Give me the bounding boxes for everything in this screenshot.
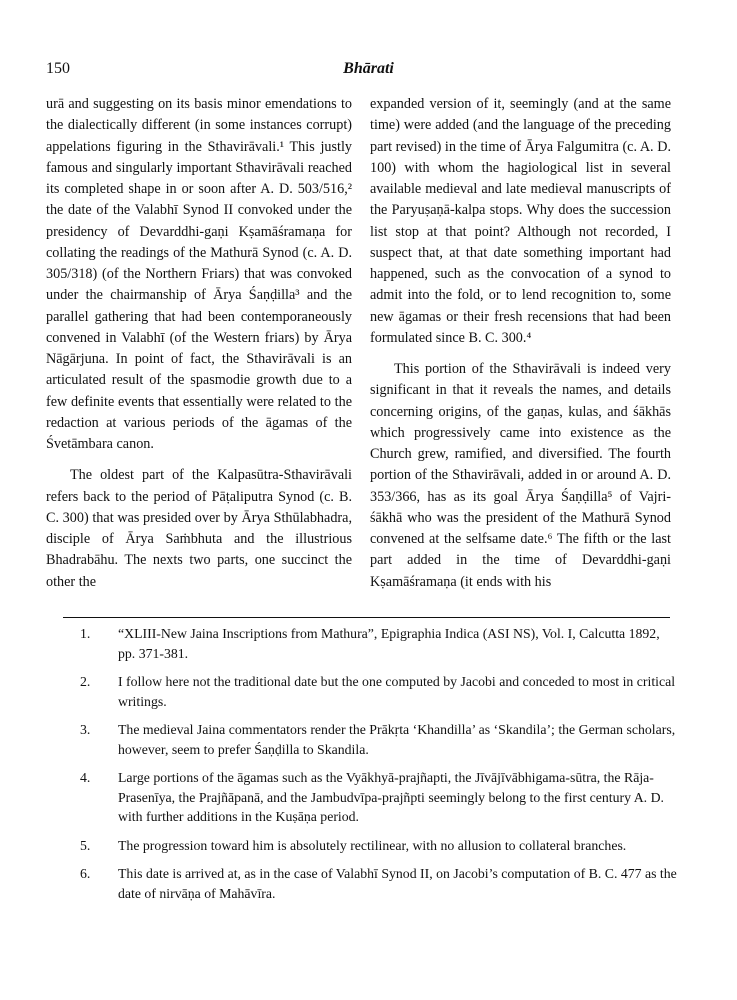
footnote-6 [80,864,677,903]
running-title: Bhārati [343,60,394,77]
left-column [46,94,352,593]
footnote-number: 4. [80,770,91,785]
footnote-number: 2. [80,674,91,689]
footnote-5 [80,836,677,856]
footnote-text: The progression toward him is absolutely rectilinear, with no allusion to collateral branches. [118,837,627,853]
footnote-text: Large portions of the āgamas such as the Vyākhyā-prajñapti, the Jīvājīvābhigama-sūtra, the Rāja-Prasenīya, the Prajñāpanā, and the Jambudvīpa-prajñpti seemingly belong to the first century A. D. with further additions in the Kuṣāṇa period. [118,770,664,824]
right-column [370,94,671,593]
footnote-text: The medieval Jaina commentators render the Prākṛta ‘Khandilla’ as ‘Skandila’; the German scholars, however, seem to prefer Śaṇḍilla to Skandila. [118,722,676,757]
right-paragraph-1: expanded version of it, seemingly (and at the same time) were added (and the language of the preceding part revised) in the time of Ārya Falgumitra (c. A. D. 100) with whom the hagiological list in several available medieval and late medieval manuscripts of the Paryuṣaṇā-kalpa stops. Why does the succession list stop at that point? Although not recorded, I suspect that, at that date something important had happened, such as the convocation of a synod to admit into the fold, or to lend recognition to, some new āgamas or their fresh recensions that had been formulated since B. C. 300.⁴ [370,96,671,346]
left-paragraph-1: urā and suggesting on its basis minor emendations to the dialectically different (in some instances corrupt) appelations figuring in the Sthavirāvali.¹ This justly famous and singularly important Sthavirāvali reached its completed shape in or soon after A. D. 503/516,² the date of the Valabhī Synod II convoked under the presidency of Devarddhi-gaṇi Kṣamāśramaṇa for collating the readings of the Mathurā Synod (c. A. D. 305/318) (of the Northern Friars) that was convoked under the chairmanship of Ārya Śaṇḍilla³ and the parallel gathering that had been contemporaneously convened in Valabhī (of the Western friars) by Ārya Nāgārjuna. In point of fact, the Sthavirāvali is an articulated result of the spasmodie growth due to a few definite events that essentially were related to the redaction at various periods of the āgamas of the Śvetāmbara canon. [46,96,352,452]
footnotes [80,624,677,912]
footnote-text: I follow here not the traditional date but the one computed by Jacobi and conceded to most in critical writings. [118,674,676,709]
footnote-1 [80,624,677,663]
footnote-4 [80,768,677,827]
footnote-3 [80,720,677,759]
page-number: 150 [46,60,70,77]
footnote-number: 6. [80,866,91,881]
right-paragraph-2: This portion of the Sthavirāvali is indeed very significant in that it reveals the names, and details concerning origins, of the gaṇas, kulas, and śākhās which progressively came into existence as the Church grew, ramified, and diversified. The fourth portion of the Sthavirāvali, added in or around A. D. 353/366, has as its goal Ārya Śaṇḍilla⁵ of Vajri-śākhā who was the president of the Mathurā Synod convened at the selfsame date.⁶ The fifth or the last part added in the time of Devarddhi-gaṇi Kṣamāśramaṇa (it ends with his [370,361,671,590]
footnote-number: 5. [80,837,91,853]
footnote-text: “XLIII-New Jaina Inscriptions from Mathura”, Epigraphia Indica (ASI NS), Vol. I, Calcutta 1892, pp. 371-381. [118,626,660,661]
footnote-2 [80,672,677,711]
footnote-number: 3. [80,722,91,737]
footnote-number: 1. [80,626,91,641]
footnote-text: This date is arrived at, as in the case of Valabhī Synod II, on Jacobi’s computation of B. C. 477 as the date of nirvāṇa of Mahāvīra. [118,866,677,901]
footnote-divider [63,617,670,618]
left-paragraph-2: The oldest part of the Kalpasūtra-Sthavirāvali refers back to the period of Pāṭaliputra Synod (c. B. C. 300) that was presided over by Ārya Sthūlabhadra, disciple of Ārya Saṁbhuta and the illustrious Bhadrabāhu. The nexts two parts, one succinct the other the [46,467,352,590]
